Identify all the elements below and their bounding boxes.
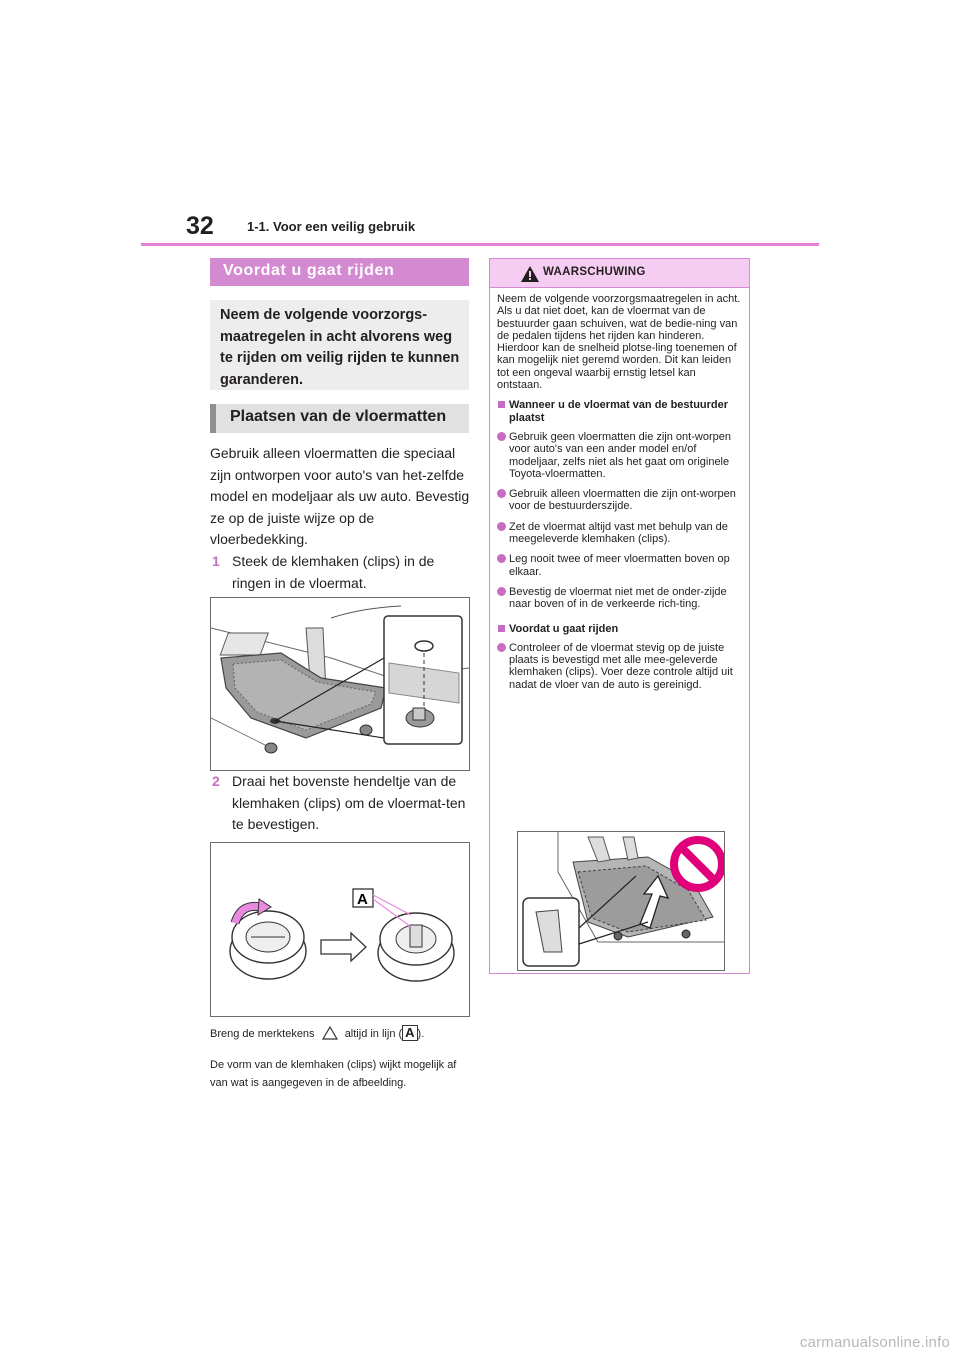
warning-box — [489, 258, 750, 974]
step-1 — [210, 551, 472, 594]
warning-title: WAARSCHUWING — [543, 266, 646, 278]
body-paragraph: Gebruik alleen vloermatten die speciaal zijn ontworpen voor auto's van het-zelfde model en modeljaar als uw auto. Bevestig ze op de juiste wijze op de vloerbedekking. — [210, 445, 470, 547]
step-text: Draai het bovenste hendeltje van de klemhaken (clips) om de vloermat-ten te bevestigen. — [232, 773, 466, 832]
footer-watermark: carmanualsonline.info — [799, 1334, 950, 1351]
prohibited-mats-illustration — [518, 832, 724, 970]
subsection-title: Plaatsen van de vloermatten — [210, 404, 469, 433]
step-number: 1 — [212, 553, 220, 569]
step-2 — [210, 771, 472, 836]
figure-floormat-clips — [210, 597, 470, 771]
warning-triangle-icon — [520, 265, 540, 288]
caption-text: altijd in lijn ( — [344, 1028, 403, 1040]
page-number: 32 — [186, 212, 214, 240]
caption-alignment — [210, 1025, 472, 1046]
warning-item: Gebruik alleen vloermatten die zijn ont-worpen voor de bestuurderszijde. — [497, 488, 743, 513]
warning-item: Controleer of de vloermat stevig op de juiste plaats is bevestigd met alle mee-geleverde klemhaken (clips). Voer deze controle altijd uit nadat de vloer van de auto is gereinigd. — [497, 642, 743, 691]
caption-text: ). — [417, 1028, 425, 1040]
caption-note: De vorm van de klemhaken (clips) wijkt mogelijk af van wat is aangegeven in de afbeelding. — [210, 1059, 457, 1089]
floormat-illustration — [211, 598, 469, 770]
clip-rotation-illustration — [211, 843, 469, 1016]
figure-prohibited-mats — [517, 831, 725, 971]
warning-heading: Wanneer u de vloermat van de bestuurder plaatst — [497, 399, 743, 424]
warning-item: Zet de vloermat altijd vast met behulp van de meegeleverde klemhaken (clips). — [497, 521, 743, 546]
section-header: 1-1. Voor een veilig gebruik — [247, 219, 416, 234]
section-title: Voordat u gaat rijden — [210, 258, 469, 286]
warning-heading: Voordat u gaat rijden — [497, 623, 743, 635]
warning-body — [490, 288, 749, 691]
warning-item: Bevestig de vloermat niet met de onder-zijde naar boven of in de verkeerde rich-ting. — [497, 586, 743, 611]
figure-label: A — [357, 891, 368, 908]
step-number: 2 — [212, 773, 220, 789]
header-rule — [141, 243, 819, 246]
warning-intro: Neem de volgende voorzorgsmaatregelen in acht. — [497, 293, 741, 305]
caption-text: Breng de merktekens — [210, 1028, 315, 1040]
intro-box: Neem de volgende voorzorgs-maatregelen in acht alvorens weg te rijden om veilig rijden te kunnen garanderen. — [210, 300, 469, 390]
triangle-mark-icon — [322, 1026, 338, 1046]
caption-label-box: A — [402, 1025, 417, 1041]
warning-header — [490, 259, 749, 288]
figure-clip-rotation — [210, 842, 470, 1017]
warning-item: Leg nooit twee of meer vloermatten boven op elkaar. — [497, 553, 743, 578]
warning-intro: Als u dat niet doet, kan de vloermat van de bestuurder gaan schuiven, wat de bedie-ning van de pedalen tijdens het rijden kan hinderen. Hierdoor kan de snelheid plotse-ling toenemen of kan mogelijk niet geremd worden. Dit kan leiden tot een ongeval waarbij ernstig letsel kan ontstaan. — [497, 305, 738, 392]
warning-item: Gebruik geen vloermatten die zijn ont-worpen voor auto's van een ander model en/of modeljaar, zelfs niet als het gaat om originele Toyota-vloermatten. — [497, 431, 743, 480]
step-text: Steek de klemhaken (clips) in de ringen in de vloermat. — [232, 553, 435, 591]
